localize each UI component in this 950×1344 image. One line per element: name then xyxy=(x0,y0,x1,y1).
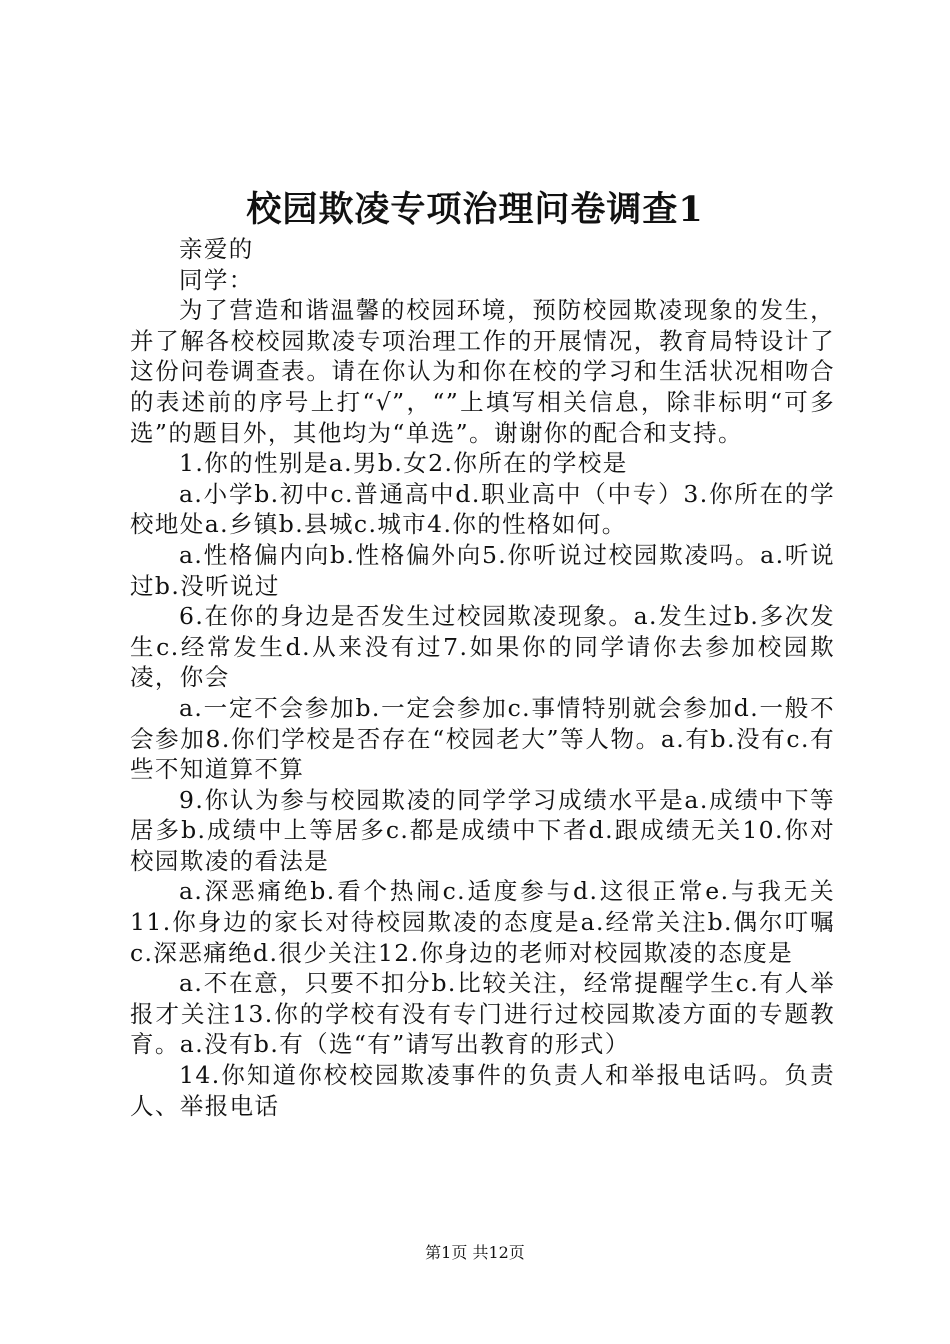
paragraph-question: 1.你的性别是a.男b.女2.你所在的学校是 xyxy=(179,449,628,478)
paragraph-question: a.深恶痛绝b.看个热闹c.适度参与d.这很正常e.与我无关11.你身边的家长对待校园欺凌的态度是a.经常关注b.偶尔叮嘱c.深恶痛绝d.很少关注12.你身边的老师对校园欺凌的态度是 xyxy=(130,877,835,967)
paragraph-question: a.小学b.初中c.普通高中d.职业高中（中专）3.你所在的学校地处a.乡镇b.县城c.城市4.你的性格如何。 xyxy=(130,479,835,539)
paragraph-question: 6.在你的身边是否发生过校园欺凌现象。a.发生过b.多次发生c.经常发生d.从来没有过7.如果你的同学请你去参加校园欺凌，你会 xyxy=(130,602,835,692)
paragraph-question: 9.你认为参与校园欺凌的同学学习成绩水平是a.成绩中下等居多b.成绩中上等居多c.都是成绩中下者d.跟成绩无关10.你对校园欺凌的看法是 xyxy=(130,785,835,875)
paragraph-question: a.不在意，只要不扣分b.比较关注，经常提醒学生c.有人举报才关注13.你的学校有没有专门进行过校园欺凌方面的专题教育。a.没有b.有（选“有”请写出教育的形式） xyxy=(130,969,835,1059)
paragraph-question: 14.你知道你校校园欺凌事件的负责人和举报电话吗。负责人、举报电话 xyxy=(130,1061,835,1120)
paragraph-question: a.一定不会参加b.一定会参加c.事情特别就会参加d.一般不会参加8.你们学校是否存在“校园老大”等人物。a.有b.没有c.有些不知道算不算 xyxy=(130,693,835,784)
document-body xyxy=(130,234,835,1121)
page-number-footer: 第1页 共12页 xyxy=(425,1243,525,1262)
paragraph-intro: 为了营造和谐温馨的校园环境，预防校园欺凌现象的发生，并了解各校校园欺凌专项治理工作的开展情况，教育局特设计了这份问卷调查表。请在你认为和你在校的学习和生活状况相吻合的表述前的序号上打“√”，“”上填写相关信息，除非标明“可多选”的题目外，其他均为“单选”。谢谢你的配合和支持。 xyxy=(130,296,835,447)
paragraph-greeting: 亲爱的 xyxy=(179,235,254,263)
paragraph-question: a.性格偏内向b.性格偏外向5.你听说过校园欺凌吗。a.听说过b.没听说过 xyxy=(130,540,835,600)
document-title: 校园欺凌专项治理问卷调查1 xyxy=(246,189,704,230)
paragraph-greeting-2: 同学： xyxy=(179,265,254,294)
